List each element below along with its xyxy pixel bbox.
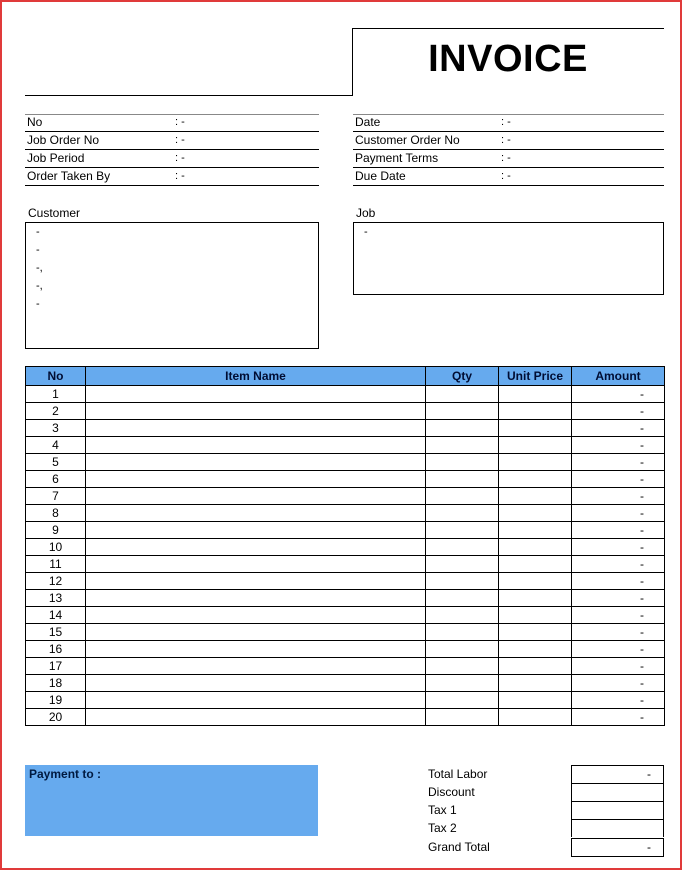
row-no: 20 [26,709,86,726]
row-qty[interactable] [426,471,499,488]
right-field-label: Due Date [355,169,406,183]
row-amount: - [572,590,665,607]
row-qty[interactable] [426,590,499,607]
right-field-value[interactable]: : - [501,134,511,146]
row-qty[interactable] [426,675,499,692]
left-field-value[interactable]: : - [175,152,185,164]
table-row [26,403,665,420]
table-row [26,386,665,403]
row-no: 14 [26,607,86,624]
customer-box[interactable] [25,222,319,349]
row-qty[interactable] [426,420,499,437]
right-field-value[interactable]: : - [501,116,511,128]
row-no: 3 [26,420,86,437]
totals-value-box[interactable] [571,783,664,801]
title-box-top-edge [352,28,664,29]
row-qty[interactable] [426,709,499,726]
right-field-underline [353,149,664,150]
row-amount: - [572,624,665,641]
job-line: - [364,226,368,238]
row-unit-price[interactable] [499,420,572,437]
row-qty[interactable] [426,692,499,709]
table-row [26,556,665,573]
row-item-name[interactable] [86,641,426,658]
row-item-name[interactable] [86,403,426,420]
header-unit-price: Unit Price [499,367,572,386]
left-field-underline [25,167,319,168]
table-row [26,539,665,556]
row-qty[interactable] [426,539,499,556]
table-row [26,437,665,454]
row-no: 16 [26,641,86,658]
row-item-name[interactable] [86,454,426,471]
job-box[interactable] [353,222,664,295]
row-item-name[interactable] [86,437,426,454]
row-amount: - [572,641,665,658]
row-amount: - [572,675,665,692]
header-no: No [26,367,86,386]
header-amount: Amount [572,367,665,386]
row-no: 11 [26,556,86,573]
left-field-value[interactable]: : - [175,170,185,182]
table-row [26,624,665,641]
customer-line: -, [36,262,43,274]
header-item-name: Item Name [86,367,426,386]
row-qty[interactable] [426,505,499,522]
row-item-name[interactable] [86,386,426,403]
row-amount: - [572,471,665,488]
payment-to-box[interactable] [25,765,318,836]
row-qty[interactable] [426,658,499,675]
table-row [26,573,665,590]
table-row [26,658,665,675]
right-field-label: Customer Order No [355,133,460,147]
row-item-name[interactable] [86,709,426,726]
left-field-label: Order Taken By [27,169,111,183]
left-field-value[interactable]: : - [175,116,185,128]
row-unit-price[interactable] [499,522,572,539]
row-item-name[interactable] [86,607,426,624]
left-field-label: Job Period [27,151,85,165]
row-qty[interactable] [426,573,499,590]
table-row [26,590,665,607]
row-amount: - [572,658,665,675]
row-no: 5 [26,454,86,471]
table-row [26,522,665,539]
right-field-underline [353,167,664,168]
table-row [26,607,665,624]
table-row [26,488,665,505]
row-amount: - [572,437,665,454]
right-field-label: Date [355,115,381,129]
row-unit-price[interactable] [499,505,572,522]
row-unit-price[interactable] [499,403,572,420]
row-amount: - [572,573,665,590]
row-no: 17 [26,658,86,675]
row-item-name[interactable] [86,539,426,556]
totals-value-box[interactable] [571,801,664,819]
totals-label: Discount [428,785,475,799]
row-unit-price[interactable] [499,624,572,641]
left-field-value[interactable]: : - [175,134,185,146]
row-item-name[interactable] [86,590,426,607]
table-row [26,641,665,658]
row-no: 1 [26,386,86,403]
row-item-name[interactable] [86,420,426,437]
row-amount: - [572,607,665,624]
row-unit-price[interactable] [499,471,572,488]
row-no: 4 [26,437,86,454]
customer-line: - [36,244,40,256]
row-item-name[interactable] [86,573,426,590]
customer-line: - [36,298,40,310]
totals-label: Tax 1 [428,803,457,817]
row-item-name[interactable] [86,488,426,505]
left-field-topline [25,114,319,115]
row-amount: - [572,505,665,522]
row-item-name[interactable] [86,658,426,675]
row-no: 10 [26,539,86,556]
row-qty[interactable] [426,386,499,403]
row-qty[interactable] [426,454,499,471]
row-no: 7 [26,488,86,505]
customer-line: - [36,226,40,238]
totals-value-box[interactable]: - [571,838,664,857]
totals-value-box[interactable]: - [571,765,664,783]
row-qty[interactable] [426,403,499,420]
row-amount: - [572,386,665,403]
table-row [26,505,665,522]
left-field-underline [25,149,319,150]
row-unit-price[interactable] [499,573,572,590]
left-field-underline [25,185,319,186]
row-unit-price[interactable] [499,607,572,624]
row-amount: - [572,420,665,437]
row-no: 6 [26,471,86,488]
totals-label: Total Labor [428,767,488,781]
row-unit-price[interactable] [499,590,572,607]
row-no: 13 [26,590,86,607]
row-amount: - [572,403,665,420]
header-qty: Qty [426,367,499,386]
row-unit-price[interactable] [499,539,572,556]
row-item-name[interactable] [86,471,426,488]
row-no: 9 [26,522,86,539]
row-unit-price[interactable] [499,641,572,658]
row-qty[interactable] [426,607,499,624]
invoice-title: INVOICE [428,38,588,80]
table-row [26,675,665,692]
table-row [26,454,665,471]
customer-line: -, [36,280,43,292]
row-qty[interactable] [426,522,499,539]
row-unit-price[interactable] [499,386,572,403]
row-amount: - [572,692,665,709]
row-unit-price[interactable] [499,454,572,471]
table-row [26,420,665,437]
row-item-name[interactable] [86,505,426,522]
row-no: 2 [26,403,86,420]
row-qty[interactable] [426,488,499,505]
row-no: 8 [26,505,86,522]
right-field-underline [353,131,664,132]
left-field-underline [25,131,319,132]
totals-value-box[interactable] [571,819,664,837]
row-amount: - [572,709,665,726]
totals-label: Tax 2 [428,821,457,835]
items-table-header [26,367,665,386]
row-qty[interactable] [426,556,499,573]
row-no: 15 [26,624,86,641]
row-unit-price[interactable] [499,709,572,726]
items-table [25,366,665,726]
row-unit-price[interactable] [499,675,572,692]
row-amount: - [572,556,665,573]
header-divider-left [25,95,353,96]
left-field-label: Job Order No [27,133,100,147]
row-no: 12 [26,573,86,590]
row-item-name[interactable] [86,556,426,573]
row-unit-price[interactable] [499,488,572,505]
table-row [26,692,665,709]
row-unit-price[interactable] [499,437,572,454]
table-row [26,471,665,488]
left-field-label: No [27,115,43,129]
row-item-name[interactable] [86,675,426,692]
row-qty[interactable] [426,641,499,658]
right-field-value[interactable]: : - [501,170,511,182]
row-amount: - [572,488,665,505]
row-unit-price[interactable] [499,556,572,573]
row-item-name[interactable] [86,624,426,641]
row-qty[interactable] [426,437,499,454]
row-amount: - [572,522,665,539]
row-no: 19 [26,692,86,709]
totals-label: Grand Total [428,840,490,854]
row-qty[interactable] [426,624,499,641]
right-field-topline [353,114,664,115]
row-item-name[interactable] [86,522,426,539]
row-no: 18 [26,675,86,692]
row-unit-price[interactable] [499,658,572,675]
table-row [26,709,665,726]
customer-label: Customer [28,206,81,220]
job-label: Job [356,206,376,220]
right-field-value[interactable]: : - [501,152,511,164]
row-amount: - [572,539,665,556]
right-field-underline [353,185,664,186]
row-amount: - [572,454,665,471]
payment-to-label: Payment to : [29,767,102,781]
row-item-name[interactable] [86,692,426,709]
right-field-label: Payment Terms [355,151,439,165]
row-unit-price[interactable] [499,692,572,709]
